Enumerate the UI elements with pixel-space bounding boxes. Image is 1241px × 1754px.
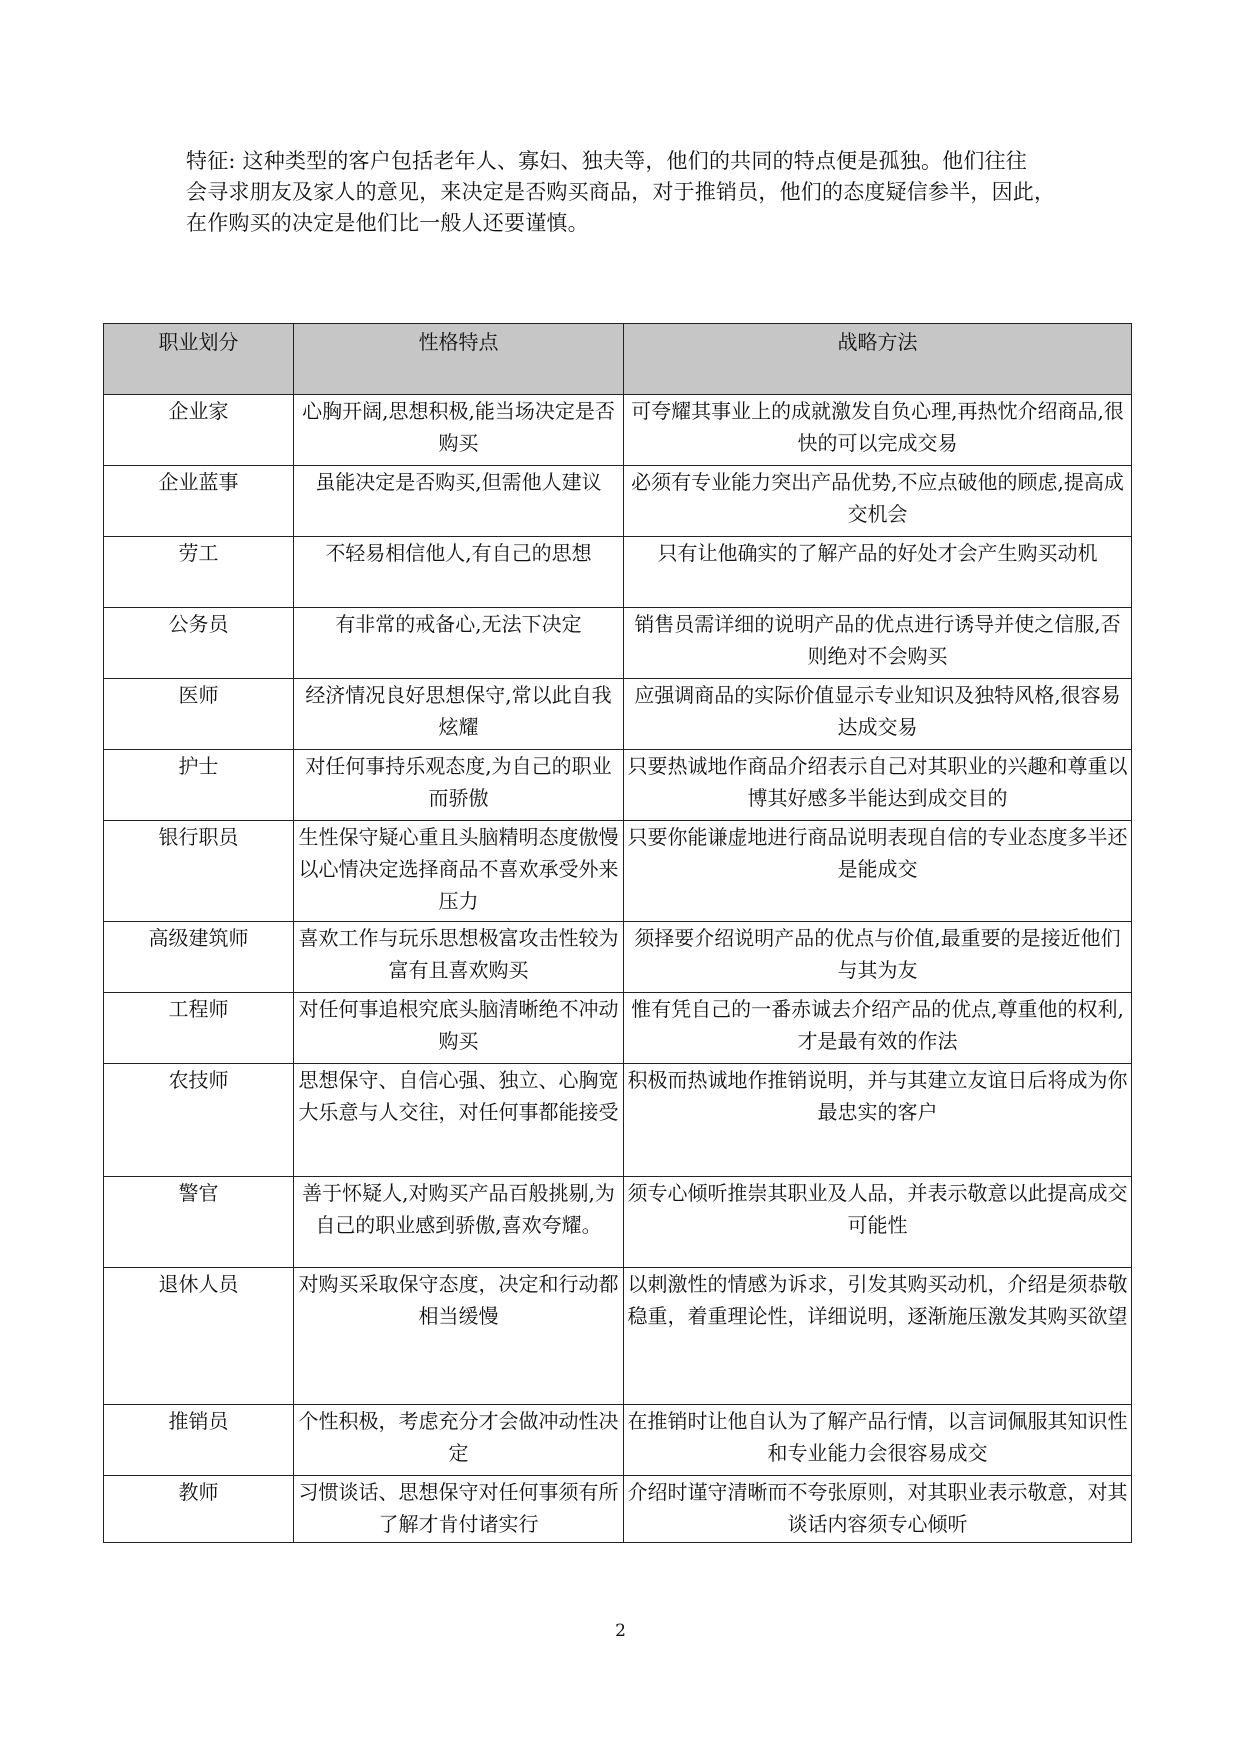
traits-cell xyxy=(294,750,624,821)
job-category-cell-text: 银行职员 xyxy=(158,825,239,849)
table-row xyxy=(104,993,1132,1064)
traits-cell-text: 对任何事追根究底头脑清晰绝不冲动购买 xyxy=(298,997,619,1053)
table-body xyxy=(104,395,1132,1543)
traits-cell xyxy=(294,395,624,466)
job-category-cell xyxy=(104,750,294,821)
strategy-cell-text: 须专心倾听推崇其职业及人品，并表示敬意以此提高成交可能性 xyxy=(627,1181,1128,1237)
traits-cell xyxy=(294,466,624,537)
header-job-category: 职业划分 xyxy=(104,324,294,395)
job-category-cell-text: 劳工 xyxy=(178,541,219,565)
traits-cell xyxy=(294,1177,624,1268)
traits-cell xyxy=(294,821,624,922)
table-row xyxy=(104,466,1132,537)
job-category-cell xyxy=(104,1268,294,1405)
job-category-cell xyxy=(104,1064,294,1177)
traits-cell xyxy=(294,537,624,608)
traits-cell xyxy=(294,1405,624,1476)
traits-cell xyxy=(294,1064,624,1177)
table-row xyxy=(104,395,1132,466)
strategy-cell-text: 只要你能谦虚地进行商品说明表现自信的专业态度多半还是能成交 xyxy=(627,825,1128,881)
table-row xyxy=(104,750,1132,821)
traits-cell xyxy=(294,1476,624,1543)
job-category-cell-text: 公务员 xyxy=(168,612,229,636)
table-header xyxy=(104,324,1132,395)
strategy-cell-text: 只要热诚地作商品介绍表示自己对其职业的兴趣和尊重以博其好感多半能达到成交目的 xyxy=(627,754,1128,810)
job-category-cell xyxy=(104,1405,294,1476)
job-category-cell-text: 高级建筑师 xyxy=(148,926,249,950)
job-category-cell-text: 农技师 xyxy=(168,1068,229,1092)
job-category-cell xyxy=(104,993,294,1064)
strategy-cell-text: 应强调商品的实际价值显示专业知识及独特风格,很容易达成交易 xyxy=(634,683,1121,739)
traits-cell xyxy=(294,993,624,1064)
traits-cell-text: 虽能决定是否购买,但需他人建议 xyxy=(315,470,602,494)
strategy-cell-text: 在推销时让他自认为了解产品行情，以言词佩服其知识性和专业能力会很容易成交 xyxy=(627,1409,1128,1465)
job-category-cell xyxy=(104,608,294,679)
table-row xyxy=(104,537,1132,608)
job-category-cell-text: 工程师 xyxy=(168,997,229,1021)
page-number: 2 xyxy=(615,1621,626,1641)
strategy-cell xyxy=(624,679,1132,750)
job-category-cell-text: 警官 xyxy=(178,1181,219,1205)
traits-cell-text: 对购买采取保守态度，决定和行动都相当缓慢 xyxy=(298,1272,619,1328)
table-row xyxy=(104,1268,1132,1405)
strategy-cell xyxy=(624,466,1132,537)
job-category-cell-text: 护士 xyxy=(178,754,219,778)
strategy-cell-text: 介绍时谨守清晰而不夸张原则，对其职业表示敬意，对其谈话内容须专心倾听 xyxy=(627,1480,1128,1536)
strategy-cell xyxy=(624,922,1132,993)
traits-cell xyxy=(294,608,624,679)
strategy-cell xyxy=(624,1177,1132,1268)
job-category-cell-text: 医师 xyxy=(178,683,219,707)
strategy-cell xyxy=(624,750,1132,821)
job-category-cell xyxy=(104,1177,294,1268)
traits-cell-text: 对任何事持乐观态度,为自己的职业而骄傲 xyxy=(305,754,612,810)
traits-cell xyxy=(294,1268,624,1405)
strategy-cell-text: 必须有专业能力突出产品优势,不应点破他的顾虑,提高成交机会 xyxy=(631,470,1124,526)
strategy-cell xyxy=(624,821,1132,922)
traits-cell-text: 思想保守、自信心强、独立、心胸宽大乐意与人交往，对任何事都能接受 xyxy=(298,1068,619,1124)
strategy-cell xyxy=(624,537,1132,608)
job-category-cell xyxy=(104,821,294,922)
strategy-cell-text: 须择要介绍说明产品的优点与价值,最重要的是接近他们与其为友 xyxy=(634,926,1121,982)
traits-cell-text: 个性积极，考虑充分才会做冲动性决定 xyxy=(298,1409,619,1465)
strategy-cell-text: 以刺激性的情感为诉求，引发其购买动机，介绍是须恭敬稳重，着重理论性，详细说明，逐渐施压激发其购买欲望 xyxy=(627,1272,1128,1328)
strategy-cell xyxy=(624,1268,1132,1405)
job-category-cell-text: 推销员 xyxy=(168,1409,229,1433)
table-row xyxy=(104,679,1132,750)
intro-line: 会寻求朋友及家人的意见，来决定是否购买商品，对于推销员，他们的态度疑信参半，因此， xyxy=(186,180,1056,204)
intro-paragraph xyxy=(186,146,1066,239)
traits-cell-text: 心胸开阔,思想积极,能当场决定是否购买 xyxy=(302,399,615,455)
strategy-cell-text: 惟有凭自己的一番赤诚去介绍产品的优点,尊重他的权利,才是最有效的作法 xyxy=(631,997,1124,1053)
job-category-cell xyxy=(104,395,294,466)
table-row xyxy=(104,922,1132,993)
strategy-cell-text: 销售员需详细的说明产品的优点进行诱导并使之信服,否则绝对不会购买 xyxy=(634,612,1121,668)
header-row xyxy=(104,324,1132,395)
traits-cell-text: 习惯谈话、思想保守对任何事须有所了解才肯付诸实行 xyxy=(298,1480,619,1536)
table-row xyxy=(104,1177,1132,1268)
traits-cell-text: 经济情况良好思想保守,常以此自我炫耀 xyxy=(305,683,612,739)
strategy-cell xyxy=(624,1405,1132,1476)
table-row xyxy=(104,1405,1132,1476)
intro-line: 在作购买的决定是他们比一般人还要谨慎。 xyxy=(186,211,589,235)
traits-cell-text: 喜欢工作与玩乐思想极富攻击性较为富有且喜欢购买 xyxy=(298,926,619,982)
intro-line: 特征: 这种类型的客户包括老年人、寡妇、独夫等，他们的共同的特点便是孤独。他们往往 xyxy=(186,149,1027,173)
job-category-cell xyxy=(104,922,294,993)
table-row xyxy=(104,1476,1132,1543)
strategy-cell xyxy=(624,395,1132,466)
strategy-cell-text: 只有让他确实的了解产品的好处才会产生购买动机 xyxy=(657,541,1098,565)
strategy-cell xyxy=(624,1476,1132,1543)
strategy-cell-text: 可夸耀其事业上的成就激发自负心理,再热忱介绍商品,很快的可以完成交易 xyxy=(631,399,1124,455)
job-category-cell xyxy=(104,537,294,608)
strategy-cell xyxy=(624,993,1132,1064)
header-personality-traits: 性格特点 xyxy=(294,324,624,395)
traits-cell xyxy=(294,679,624,750)
header-strategy-method: 战略方法 xyxy=(624,324,1132,395)
job-category-cell-text: 退休人员 xyxy=(158,1272,239,1296)
strategy-cell xyxy=(624,608,1132,679)
traits-cell-text: 有非常的戒备心,无法下决定 xyxy=(335,612,582,636)
career-strategy-table xyxy=(103,323,1132,1543)
traits-cell xyxy=(294,922,624,993)
job-category-cell xyxy=(104,1476,294,1543)
table-row xyxy=(104,821,1132,922)
strategy-cell xyxy=(624,1064,1132,1177)
traits-cell-text: 善于怀疑人,对购买产品百般挑剔,为自己的职业感到骄傲,喜欢夸耀。 xyxy=(302,1181,615,1237)
table-row xyxy=(104,608,1132,679)
job-category-cell-text: 企业家 xyxy=(168,399,229,423)
strategy-cell-text: 积极而热诚地作推销说明，并与其建立友谊日后将成为你最忠实的客户 xyxy=(627,1068,1128,1124)
job-category-cell-text: 企业蓝事 xyxy=(158,470,239,494)
job-category-cell-text: 教师 xyxy=(178,1480,219,1504)
traits-cell-text: 生性保守疑心重且头脑精明态度傲慢以心情决定选择商品不喜欢承受外来压力 xyxy=(298,825,619,913)
job-category-cell xyxy=(104,466,294,537)
job-category-cell xyxy=(104,679,294,750)
traits-cell-text: 不轻易相信他人,有自己的思想 xyxy=(325,541,592,565)
table-row xyxy=(104,1064,1132,1177)
